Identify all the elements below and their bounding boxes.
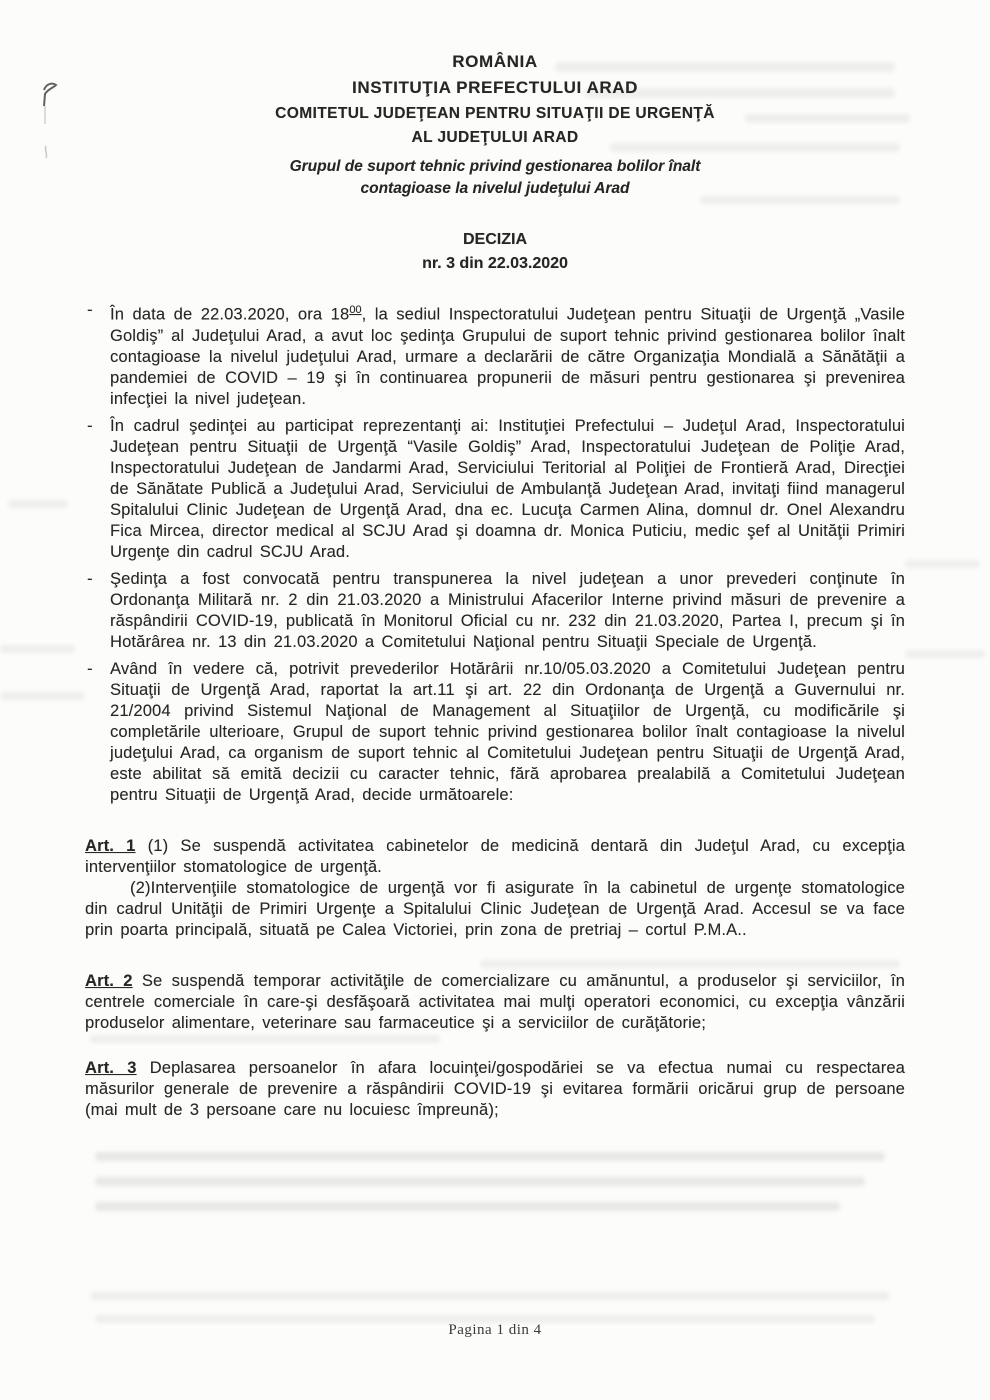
- document-header: [85, 52, 905, 274]
- preamble-item: [85, 569, 905, 653]
- preamble-text: Şedinţa a fost convocată pentru transpunerea la nivel judeţean a unor prevederi conţinute în Ordonanţa Militară nr. 2 din 21.03.2020 a Ministrului Afacerilor Interne privind măsuri de prevenire a răspândirii COVID-19, publicată în Monitorul Oficial cu nr. 232 din 21.03.2020, Partea I, precum şi în Hotărârea nr. 13 din 21.03.2020 a Comitetului Naţional pentru Situaţii Speciale de Urgenţă.: [110, 569, 905, 651]
- preamble-item: [85, 300, 905, 410]
- preamble-text: Având în vedere că, potrivit prevederilor Hotărârii nr.10/05.03.2020 a Comitetului Judeţean pentru Situaţii de Urgenţă Arad, raportat la art.11 şi art. 22 din Ordonanţa de Urgenţă a Guvernului nr. 21/2004 privind Sistemul Naţional de Management al Situaţiilor de Urgenţă, cu modificările şi completările ulterioare, Grupul de suport tehnic privind gestionarea bolilor înalt contagioase la nivelul judeţului Arad, ca organism de suport tehnic al Comitetului Judeţean pentru Situaţii de Urgenţă Arad, este abilitat să emită decizii cu caracter tehnic, fără aprobarea prealabilă a Comitetului Judeţean pentru Situaţii de Urgenţă Arad, decide următoarele:: [110, 659, 905, 804]
- country-title: ROMÂNIA: [452, 52, 538, 71]
- decision-title: DECIZIA: [463, 231, 527, 248]
- preamble-text: În cadrul şedinţei au participat reprezentanţi ai: Instituţiei Prefectului – Judeţul Arad, Inspectoratului Judeţean pentru Situaţii de Urgenţă “Vasile Goldiş” Arad, Inspectoratului Judeţean de Poliţie Arad, Inspectoratului Judeţean de Jandarmi Arad, Serviciului Teritorial al Poliţiei de Frontieră Arad, Direcţiei de Sănătate Publică a Judeţului Arad, Serviciului de Ambulanţă Judeţean Arad, invitaţi fiind managerul Spitalului Clinic Judeţean de Urgenţă Arad, dna ec. Lucuţa Carmen Alina, domnul dr. Onel Alexandru Fica Mircea, director medical al SCJU Arad şi doamna dr. Monica Puticiu, medic şef al Unităţii Primiri Urgenţe din cadrul SCJU Arad.: [110, 416, 905, 561]
- article-label: Art. 1: [85, 836, 136, 855]
- article-1: [85, 836, 905, 941]
- article-2: [85, 971, 905, 1034]
- article-3: [85, 1058, 905, 1121]
- committee-title-line2: AL JUDEŢULUI ARAD: [411, 129, 579, 146]
- bleed-through-artifact: [95, 1177, 865, 1186]
- bullet-dash: -: [87, 301, 93, 319]
- bleed-through-artifact: [90, 1292, 890, 1300]
- superscript-hour: 00: [349, 304, 362, 316]
- bullet-dash: -: [87, 659, 93, 678]
- support-group-subtitle-line2: contagioase la nivelul judeţului Arad: [360, 180, 630, 197]
- article-text: Deplasarea persoanelor în afara locuinţei/gospodăriei se va efectua numai cu respectarea măsurilor generale de prevenire a răspândirii COVID-19 şi evitarea formării oricărui grup de persoane (mai mult de 3 persoane care nu locuiesc împreună);: [85, 1058, 905, 1119]
- decision-number: nr. 3 din 22.03.2020: [422, 255, 568, 272]
- preamble-list: [85, 300, 905, 806]
- support-group-subtitle: [85, 156, 905, 200]
- decision-heading: [85, 230, 905, 274]
- preamble-item: [85, 659, 905, 806]
- institution-title: INSTITUŢIA PREFECTULUI ARAD: [352, 78, 638, 97]
- article-1-paragraph-2: (2)Intervenţiile stomatologice de urgenţă vor fi asigurate în la cabinetul de urgenţe stomatologice din cadrul Unităţii de Primiri Urgenţe a Spitalului Clinic Judeţean de Urgenţă Arad. Accesul se va face prin poarta principală, situată pe Calea Victoriei, prin zona de pretriaj – cortul P.M.A..: [85, 878, 905, 939]
- article-label: Art. 2: [85, 971, 133, 990]
- article-text: (1) Se suspendă activitatea cabinetelor de medicină dentară din Judeţul Arad, cu excepţia intervenţiilor stomatologice de urgenţă.: [85, 836, 905, 876]
- page-number: Pagina 1 din 4: [448, 1322, 542, 1338]
- support-group-subtitle-line1: Grupul de suport tehnic privind gestionarea bolilor înalt: [289, 158, 701, 175]
- bullet-dash: -: [87, 569, 93, 588]
- bullet-dash: -: [87, 416, 93, 435]
- article-1-paragraph-1: [85, 836, 905, 878]
- article-text: Se suspendă temporar activităţile de comercializare cu amănuntul, a produselor şi serviciilor, în centrele comerciale în care-şi desfăşoară activitatea mai mulţi operatori economici, cu excepţia vânzării produselor alimentare, veterinare sau farmaceutice şi a serviciilor de curăţătorie;: [85, 971, 905, 1032]
- bleed-through-artifact: [95, 1152, 885, 1161]
- preamble-text: , la sediul Inspectoratului Judeţean pentru Situaţii de Urgenţă „Vasile Goldiş” al Judeţului Arad, a avut loc şedinţa Grupului de suport tehnic privind gestionarea bolilor înalt contagioase la nivelul judeţului Arad, urmare a declarării de către Organizaţia Mondială a Sănătăţii a pandemiei de COVID – 19 şi în continuarea propunerii de măsuri pentru gestionarea şi prevenirea infecţiei la nivel judeţean.: [110, 305, 905, 408]
- bleed-through-artifact: [95, 1202, 840, 1211]
- article-label: Art. 3: [85, 1058, 137, 1077]
- preamble-item: [85, 416, 905, 563]
- committee-title-line1: COMITETUL JUDEŢEAN PENTRU SITUAŢII DE URGENŢĂ: [275, 105, 715, 122]
- preamble-text: În data de 22.03.2020, ora 18: [110, 305, 350, 324]
